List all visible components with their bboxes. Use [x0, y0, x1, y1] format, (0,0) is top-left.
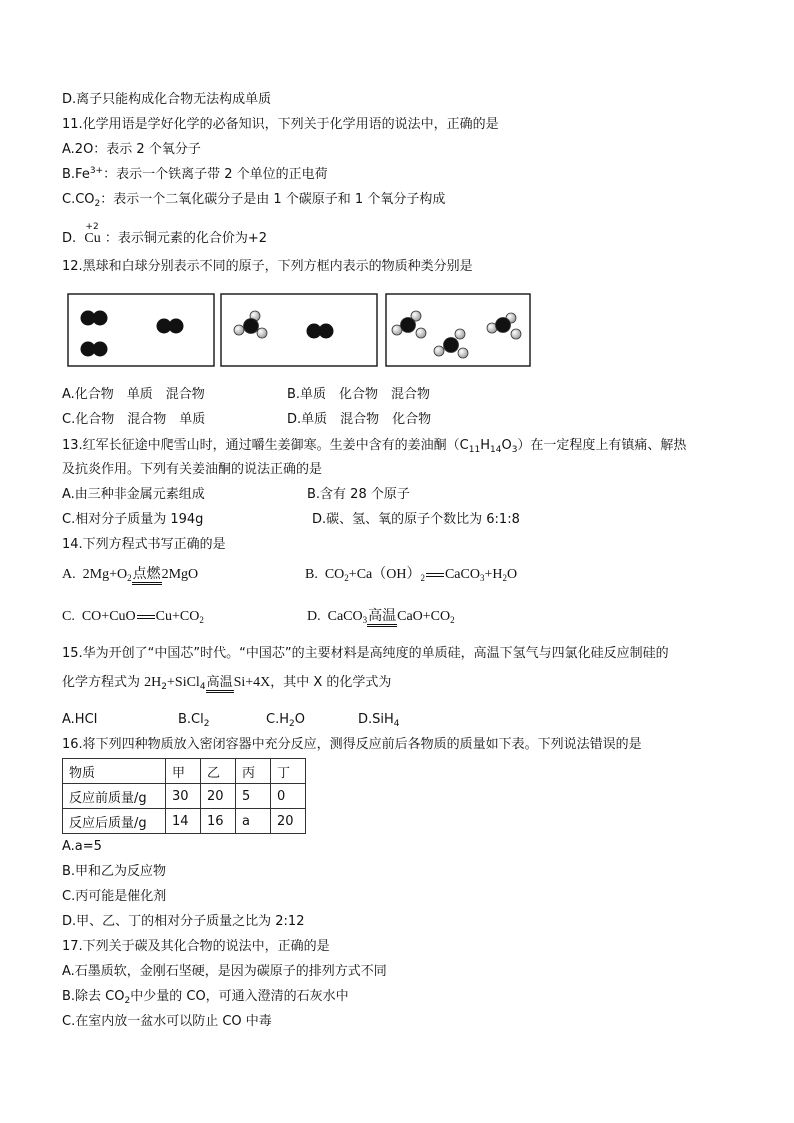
table-header-cell: 丙: [236, 759, 271, 784]
table-header-row: [63, 759, 306, 784]
q16-option-a: A.a=5: [62, 839, 102, 854]
q13-option-b: B.含有 28 个原子: [307, 487, 410, 502]
q11-stem: 11.化学用语是学好化学的必备知识，下列关于化学用语的说法中，正确的是: [62, 117, 499, 132]
q11-option-d: D. +2 Cu ：表示铜元素的化合价为+2: [62, 222, 268, 246]
table-header-cell: 乙: [201, 759, 236, 784]
table-cell: 14: [166, 809, 201, 834]
table-cell: 5: [236, 784, 271, 809]
q11-option-a: A.2O：表示 2 个氧分子: [62, 142, 201, 157]
table-cell: 反应前质量/g: [63, 784, 166, 809]
valence-notation: +2 Cu: [84, 222, 101, 246]
table-cell: 20: [271, 809, 306, 834]
q15-option-b: $B.Cl_2$: [178, 712, 210, 729]
molecule-figure: [66, 288, 536, 372]
q11-option-b: $B.Fe^{3+}$：表示一个铁离子带 2 个单位的正电荷: [62, 166, 328, 182]
condition-high-temp: 高温: [206, 676, 234, 693]
table-header-cell: 物质: [63, 759, 166, 784]
q15-option-d: D.SiH$_4$: [358, 712, 400, 729]
q16-option-d: D.甲、乙、丁的相对分子质量之比为 2:12: [62, 914, 305, 929]
table-row: [63, 784, 306, 809]
equals-sign: [137, 615, 155, 619]
q12-option-c: C.化合物 混合物 单质: [62, 412, 206, 427]
table-header-cell: 丁: [271, 759, 306, 784]
q12-stem: 12.黑球和白球分别表示不同的原子，下列方框内表示的物质种类分别是: [62, 259, 473, 274]
q14-option-c: C. CO+CuO $Cu+CO_2$: [62, 609, 204, 625]
q16-option-c: C.丙可能是催化剂: [62, 889, 167, 904]
condition-high-temp: 高温: [367, 610, 397, 627]
q17-stem: 17.下列关于碳及其化合物的说法中，正确的是: [62, 939, 330, 954]
table-row: [63, 809, 306, 834]
q15-stem-line1: 15.华为开创了“中国芯”时代。“中国芯”的主要材料是高纯度的单质硅，高温下氢气与四氯化硅反应制硅的: [62, 646, 669, 661]
q13-stem-line2: 及抗炎作用。下列有关姜油酮的说法正确的是: [62, 462, 323, 477]
q15-option-c: $C.H_2O$: [266, 712, 305, 729]
q13-stem-line1: 13.红军长征途中爬雪山时，通过嚼生姜御寒。生姜中含有的姜油酮$(C_{11}H_{14}O_3)$在一定程度上有镇痛、解热: [62, 438, 687, 455]
q11-option-c: $C.CO_2$：表示一个二氧化碳分子是由 1 个碳原子和 1 个氧分子构成: [62, 192, 446, 209]
table-cell: 16: [201, 809, 236, 834]
table-cell: 20: [201, 784, 236, 809]
q14-stem: 14.下列方程式书写正确的是: [62, 537, 226, 552]
q17-option-a: A.石墨质软，金刚石坚硬，是因为碳原子的排列方式不同: [62, 964, 387, 979]
mass-table: [62, 758, 306, 834]
table-cell: 30: [166, 784, 201, 809]
q17-option-b: B.除去 $CO_2$中少量的 CO，可通入澄清的石灰水中: [62, 989, 349, 1006]
q17-option-c: C.在室内放一盆水可以防止 CO 中毒: [62, 1014, 272, 1029]
q13-option-c: C.相对分子质量为 194g: [62, 512, 204, 527]
table-cell: 反应后质量/g: [63, 809, 166, 834]
q12-option-d: D.单质 混合物 化合物: [287, 412, 432, 427]
q13-option-a: A.由三种非金属元素组成: [62, 487, 205, 502]
q12-option-a: A.化合物 单质 混合物: [62, 387, 205, 402]
q14-option-b: B. $CO_2+Ca(OH)_2$ $CaCO_3+H_2O$: [305, 567, 518, 583]
q15-option-a: A.HCI: [62, 712, 98, 727]
q13-option-d: D.碳、氢、氧的原子个数比为 6:1:8: [312, 512, 520, 527]
q12-option-b: B.单质 化合物 混合物: [287, 387, 431, 402]
q14-option-a: A. $2Mg+O_2$点燃2MgO: [62, 567, 199, 583]
q15-stem-line2: 化学方程式为 $2H_2+SiCl_4$高温Si+4X，其中 X 的化学式为: [62, 675, 392, 692]
condition-ignite: 点燃: [132, 568, 162, 585]
q14-option-d: D. CaCO$_3$高温$CaO+CO_2$: [307, 609, 455, 625]
q16-stem: 16.将下列四种物质放入密闭容器中充分反应，测得反应前后各物质的质量如下表。下列说法错误的是: [62, 737, 642, 752]
table-cell: a: [236, 809, 271, 834]
q16-option-b: B.甲和乙为反应物: [62, 864, 167, 879]
equals-sign: [426, 573, 444, 577]
q10-option-d: D.离子只能构成化合物无法构成单质: [62, 92, 272, 107]
table-cell: 0: [271, 784, 306, 809]
table-header-cell: 甲: [166, 759, 201, 784]
